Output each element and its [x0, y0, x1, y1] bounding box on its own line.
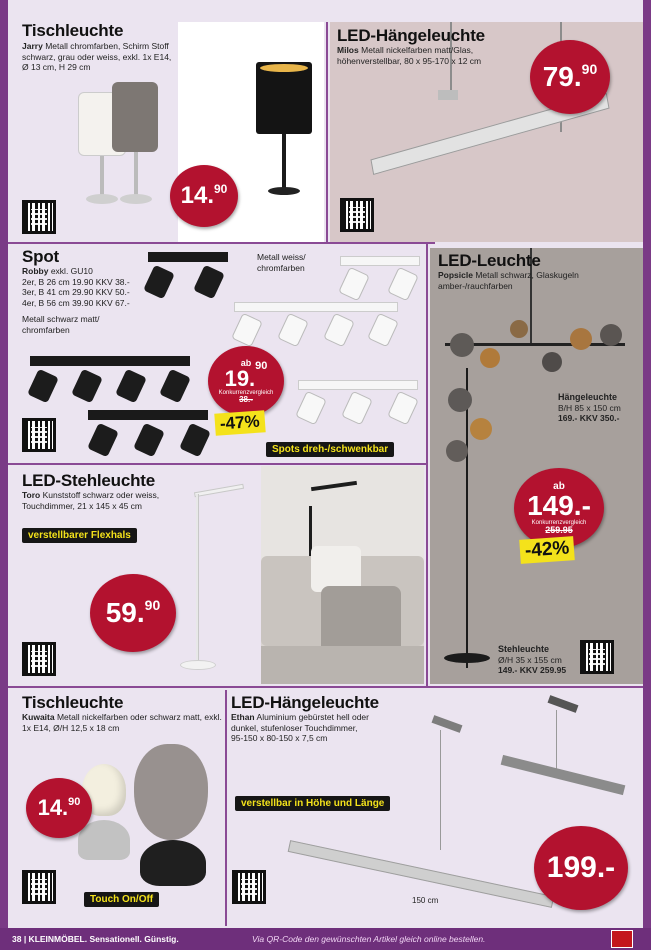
lamp-glow: [260, 64, 308, 72]
spot-head: [179, 423, 211, 458]
product-description: [438, 270, 598, 291]
spot-head: [115, 369, 147, 404]
divider: [426, 244, 428, 686]
price-main: 59.: [105, 597, 145, 628]
feature-banner: Touch On/Off: [84, 892, 159, 907]
qr-code[interactable]: [340, 198, 374, 232]
product-haengeleuchte-ethan: [231, 694, 441, 744]
lamp-base-nickel: [78, 820, 130, 860]
glass-ball: [600, 324, 622, 346]
product-led-leuchte-popsicle: [438, 252, 598, 291]
page-border-left: [0, 0, 8, 928]
lamp-shade-black: [256, 62, 312, 134]
spot-rail-black: [30, 356, 190, 366]
spot-head: [367, 313, 399, 348]
lamp-glass-smoke: [134, 744, 208, 840]
ceiling-canopy: [548, 695, 579, 713]
spot-head: [133, 423, 165, 458]
product-stehleuchte-toro: [22, 472, 202, 511]
footer-page-info: 38 | KLEINMÖBEL. Sensationell. Günstig.: [12, 934, 179, 944]
price-cents: 90: [255, 360, 268, 373]
spot-variant-3er: 3er, B 41 cm 29.90 KKV 50.-: [22, 287, 130, 297]
price-main: 14.: [37, 795, 69, 820]
spot-head: [193, 265, 225, 300]
spot-head: [231, 313, 263, 348]
variant-title: Hängeleuchte: [558, 392, 618, 402]
price-cents: 90: [68, 795, 81, 808]
product-description: [231, 712, 371, 744]
variant-price: 149.- KKV 259.95: [498, 665, 567, 675]
spot-variant-4er: 4er, B 56 cm 39.90 KKV 67.-: [22, 297, 130, 308]
product-description: [22, 41, 172, 73]
suspension-wire: [440, 730, 441, 850]
price-main: 19.: [224, 365, 256, 391]
variant-dims: Ø/H 35 x 155 cm: [498, 654, 562, 665]
brand-logo-icon: [611, 930, 633, 948]
glass-ball: [542, 352, 562, 372]
product-tischleuchte-kuwaita: [22, 694, 222, 733]
price-badge: [26, 778, 92, 838]
variant-dims: B/H 85 x 150 cm: [558, 402, 621, 413]
product-title: LED-Hängeleuchte: [231, 693, 379, 712]
spot-head: [27, 369, 59, 404]
floor-lamp-base: [444, 653, 490, 663]
spot-head: [323, 313, 355, 348]
product-name: Kuwaita: [22, 712, 55, 722]
product-name: Robby: [22, 266, 49, 276]
product-photo-toro: [261, 466, 424, 684]
divider: [8, 463, 426, 465]
price-badge: [170, 165, 238, 227]
price-main: 199.-: [546, 851, 616, 884]
qr-code[interactable]: [580, 640, 614, 674]
spot-color-white: Metall weiss/ chromfarben: [257, 252, 306, 273]
divider: [225, 690, 227, 926]
lamp-stand: [100, 156, 104, 196]
product-details: exkl. GU10: [50, 266, 93, 276]
lamp-base: [86, 194, 118, 204]
spot-rail-white: [298, 380, 418, 390]
glass-ball: [570, 328, 592, 350]
spot-head: [295, 391, 327, 426]
qr-code[interactable]: [22, 418, 56, 452]
product-name: Popsicle: [438, 270, 473, 280]
price-prefix: ab: [240, 357, 252, 368]
lamp-base: [180, 660, 216, 670]
price-badge: [208, 346, 284, 416]
page-footer: [0, 928, 651, 950]
feature-banner: Spots dreh-/schwenkbar: [266, 442, 394, 457]
price-badge: [534, 826, 628, 910]
divider: [8, 242, 435, 244]
pendant-bar-dark: [501, 755, 626, 795]
product-description: [22, 490, 182, 511]
variant-price: 169.- KKV 350.-: [558, 413, 620, 423]
qr-code[interactable]: [22, 870, 56, 904]
lamp-stand: [282, 134, 286, 189]
stehleuchte-info: [498, 644, 578, 676]
qr-code[interactable]: [22, 200, 56, 234]
compare-price: 259.95: [545, 524, 573, 535]
spot-rail-black: [88, 410, 208, 420]
lamp-base-black: [140, 840, 206, 886]
product-description: [22, 712, 222, 733]
glass-ball: [470, 418, 492, 440]
spot-head: [87, 423, 119, 458]
dimension-label: 150 cm: [412, 896, 439, 905]
photo-background: [430, 248, 643, 684]
price-main: 149.-: [527, 489, 591, 521]
product-haengeleuchte-milos: [337, 27, 537, 66]
product-name: Toro: [22, 490, 41, 500]
divider: [326, 22, 328, 244]
lamp-base: [268, 187, 300, 195]
spot-rail-black: [148, 252, 228, 262]
feature-banner: verstellbarer Flexhals: [22, 528, 137, 543]
spot-variant-2er: 2er, B 26 cm 19.90 KKV 38.-: [22, 276, 130, 287]
glass-ball: [510, 320, 528, 338]
discount-badge: -42%: [519, 536, 575, 564]
product-title: Tischleuchte: [22, 693, 124, 712]
lamp-shade-grey: [112, 82, 158, 152]
product-details: Metall nickelfarben matt/Glas, höhenverstellbar, 80 x 95-170 x 12 cm: [337, 45, 482, 66]
product-tischleuchte-jarry: [22, 22, 172, 73]
spot-rail-white: [234, 302, 398, 312]
price-cents: 90: [214, 182, 228, 197]
spot-head: [341, 391, 373, 426]
suspension-wire: [556, 710, 557, 770]
product-details: Metall schwarz, Glaskugeln amber-/rauchfarben: [438, 270, 579, 291]
glass-ball: [446, 440, 468, 462]
floor: [261, 646, 424, 684]
glass-ball: [448, 388, 472, 412]
product-title: LED-Leuchte: [438, 251, 541, 270]
price-badge: [530, 40, 610, 114]
product-title: LED-Stehleuchte: [22, 471, 156, 490]
compare-label: Konkurrenzvergleich: [218, 389, 274, 396]
divider: [8, 686, 643, 688]
variant-title: Stehleuchte: [498, 644, 550, 654]
footer-qr-hint: Via QR-Code den gewünschten Artikel gleich online bestellen.: [252, 934, 486, 944]
product-details: Metall nickelfarben oder schwarz matt, exkl. 1x E14, Ø/H 12,5 x 18 cm: [22, 712, 222, 733]
lamp-pole: [196, 494, 199, 664]
spot-head: [387, 391, 419, 426]
page-border-right: [643, 0, 651, 928]
product-details: Metall chromfarben, Schirm Stoff schwarz, grau oder weiss, exkl. 1x E14, Ø 13 cm, H 29 cm: [22, 41, 172, 72]
spot-color-dark: Metall schwarz matt/ chromfarben: [22, 314, 100, 335]
price-main: 79.: [542, 61, 582, 92]
product-details: Aluminium gebürstet hell oder dunkel, stufenloser Touchdimmer, 95-150 x 80-150 x 7,5 cm: [231, 712, 369, 743]
product-details: Kunststoff schwarz oder weiss, Touchdimmer, 21 x 145 x 45 cm: [22, 490, 160, 511]
product-name: Ethan: [231, 712, 255, 722]
product-title: Tischleuchte: [22, 21, 124, 40]
qr-code[interactable]: [232, 870, 266, 904]
glass-ball: [450, 333, 474, 357]
product-title: Spot: [22, 247, 59, 266]
price-main: 14.: [180, 182, 214, 209]
product-title: LED-Hängeleuchte: [337, 26, 485, 45]
product-name: Milos: [337, 45, 359, 55]
floor-lamp-pole: [466, 368, 468, 668]
spot-head: [159, 369, 191, 404]
price-cents: 90: [581, 61, 598, 78]
glass-ball: [480, 348, 500, 368]
product-name: Jarry: [22, 41, 43, 51]
product-description: [22, 266, 152, 277]
product-photo-popsicle: [430, 248, 643, 684]
lamp-stand: [134, 152, 138, 196]
price-cents: 90: [144, 597, 161, 614]
spot-head: [338, 267, 370, 302]
ceiling-canopy: [438, 90, 458, 100]
feature-banner: verstellbar in Höhe und Länge: [235, 796, 390, 811]
spot-head: [71, 369, 103, 404]
price-prefix: ab: [553, 480, 565, 492]
spot-head: [387, 267, 419, 302]
haengeleuchte-info: [558, 392, 638, 424]
price-badge: [90, 574, 176, 652]
spot-rail-white: [340, 256, 420, 266]
lamp-base: [120, 194, 152, 204]
compare-price: 38.-: [239, 394, 253, 404]
product-spot-robby: [22, 248, 152, 335]
compare-label: Konkurrenzvergleich: [531, 519, 587, 526]
price-badge: [514, 468, 604, 548]
product-description: [337, 45, 537, 66]
discount-badge: -47%: [214, 410, 265, 435]
qr-code[interactable]: [22, 642, 56, 676]
spot-head: [277, 313, 309, 348]
